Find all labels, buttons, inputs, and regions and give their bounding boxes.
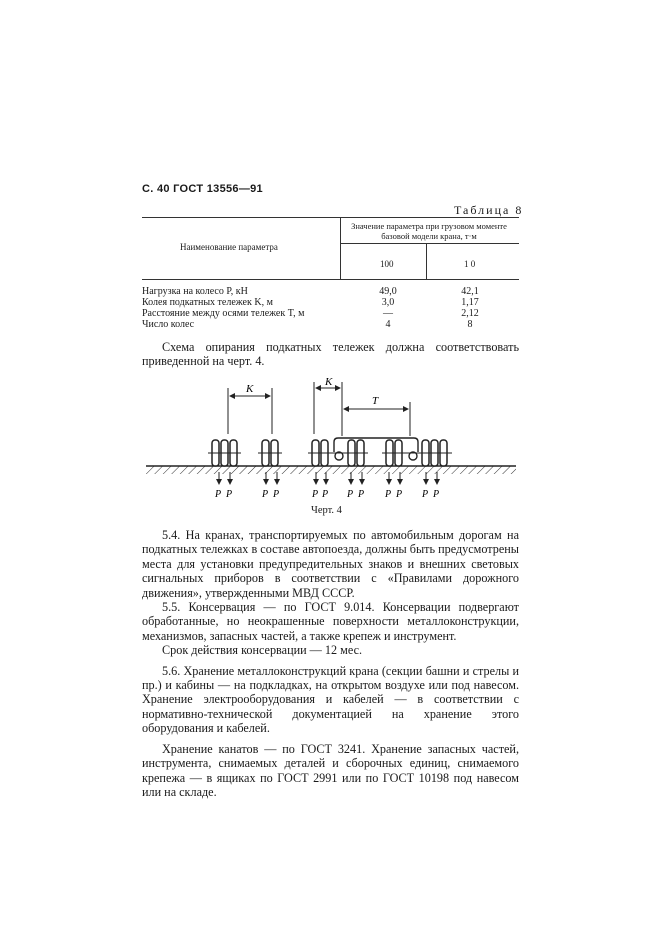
table-top-rule bbox=[142, 217, 519, 218]
p-label: P bbox=[226, 489, 233, 500]
load-labels bbox=[214, 489, 439, 500]
row-value-1: 49,0 bbox=[379, 286, 397, 297]
table-caption: Таблица 8 bbox=[454, 203, 524, 217]
row-name: Число колес bbox=[142, 319, 195, 330]
intro-text: Схема опирания подкатных тележек должна соответствовать приведенной на черт. 4. bbox=[142, 340, 519, 369]
t-label: T bbox=[372, 395, 379, 407]
support-scheme-drawing bbox=[142, 376, 522, 504]
p-label: P bbox=[262, 489, 269, 500]
table-row bbox=[142, 297, 519, 308]
p-label: P bbox=[422, 489, 429, 500]
row-value-2: 1,17 bbox=[461, 297, 479, 308]
table-row bbox=[142, 319, 519, 330]
bogie-frame bbox=[334, 438, 418, 452]
table-header-rule bbox=[142, 279, 519, 280]
column-100-header: 100 bbox=[380, 259, 394, 269]
p-label: P bbox=[358, 489, 365, 500]
p-label: P bbox=[273, 489, 280, 500]
p-label: P bbox=[396, 489, 403, 500]
k-right-label: K bbox=[325, 376, 333, 388]
body-text bbox=[142, 528, 519, 799]
row-name: Колея подкатных тележек K, м bbox=[142, 297, 273, 308]
p-label: P bbox=[312, 489, 319, 500]
table-group-rule bbox=[340, 243, 519, 244]
row-value-1: 4 bbox=[385, 319, 391, 330]
wheel-group-2 bbox=[258, 440, 282, 466]
wheel-group-3 bbox=[308, 440, 368, 466]
page-header: С. 40 ГОСТ 13556—91 bbox=[142, 183, 263, 195]
paragraph-conservation-term: Срок действия консервации — 12 мес. bbox=[162, 643, 363, 658]
row-name: Нагрузка на колесо P, кН bbox=[142, 286, 248, 297]
row-value-2: 42,1 bbox=[461, 286, 479, 297]
intro-paragraph bbox=[142, 340, 519, 369]
table-row bbox=[142, 308, 519, 319]
wheel-group-4 bbox=[382, 440, 452, 466]
wheel-group-1 bbox=[208, 440, 241, 466]
row-value-1: — bbox=[383, 308, 393, 319]
k-left-label: K bbox=[246, 383, 254, 395]
column-2-header: 1 0 bbox=[464, 259, 476, 269]
column-name-header: Наименование параметра bbox=[180, 242, 278, 252]
p-label: P bbox=[385, 489, 392, 500]
ground-hatch bbox=[146, 466, 516, 474]
paragraph-5-5: 5.5. Консервация — по ГОСТ 9.014. Консервации подвергают обработанные, но неокрашенные поверхности металлоконструкции, механизмов, запасных частей, а также крепеж и инструмент. bbox=[142, 600, 519, 643]
p-label: P bbox=[433, 489, 440, 500]
figure-caption: Черт. 4 bbox=[311, 505, 342, 516]
p-label: P bbox=[347, 489, 354, 500]
table-column-divider bbox=[426, 243, 427, 279]
row-value-1: 3,0 bbox=[381, 297, 395, 308]
row-value-2: 2,12 bbox=[461, 308, 479, 319]
p-label: P bbox=[322, 489, 329, 500]
paragraph-ropes-storage: Хранение канатов — по ГОСТ 3241. Хранение запасных частей, инструмента, снимаемых деталей и сборочных единиц, снимаемого крепежа — в ящиках по ГОСТ 2991 или по ГОСТ 10198 под навесом или на складе. bbox=[142, 741, 519, 799]
row-value-2: 8 bbox=[467, 319, 473, 330]
row-name: Расстояние между осями тележек T, м bbox=[142, 308, 305, 319]
value-group-header: Значение параметра при грузовом моменте базовой модели крана, т·м bbox=[351, 221, 507, 241]
table-row bbox=[142, 286, 519, 297]
paragraph-5-4: 5.4. На кранах, транспортируемых по автомобильным дорогам на подкатных тележках в составе автопоезда, должны быть предусмотрены места для установки предупредительных знаков и внешних световых сигнальных приборов в соответствии с «Правилами дорожного движения», утвержденными МВД СССР. bbox=[142, 528, 519, 600]
paragraph-5-6: 5.6. Хранение металлоконструкций крана (секции башни и стрелы и пр.) и кабины — на подкладках, на открытом воздухе или под навесом. Хранение электрооборудования и кабелей — в соответствии с нормативно-технической документацией на хранение этого оборудования и кабелей. bbox=[142, 663, 519, 736]
p-label: P bbox=[215, 489, 222, 500]
